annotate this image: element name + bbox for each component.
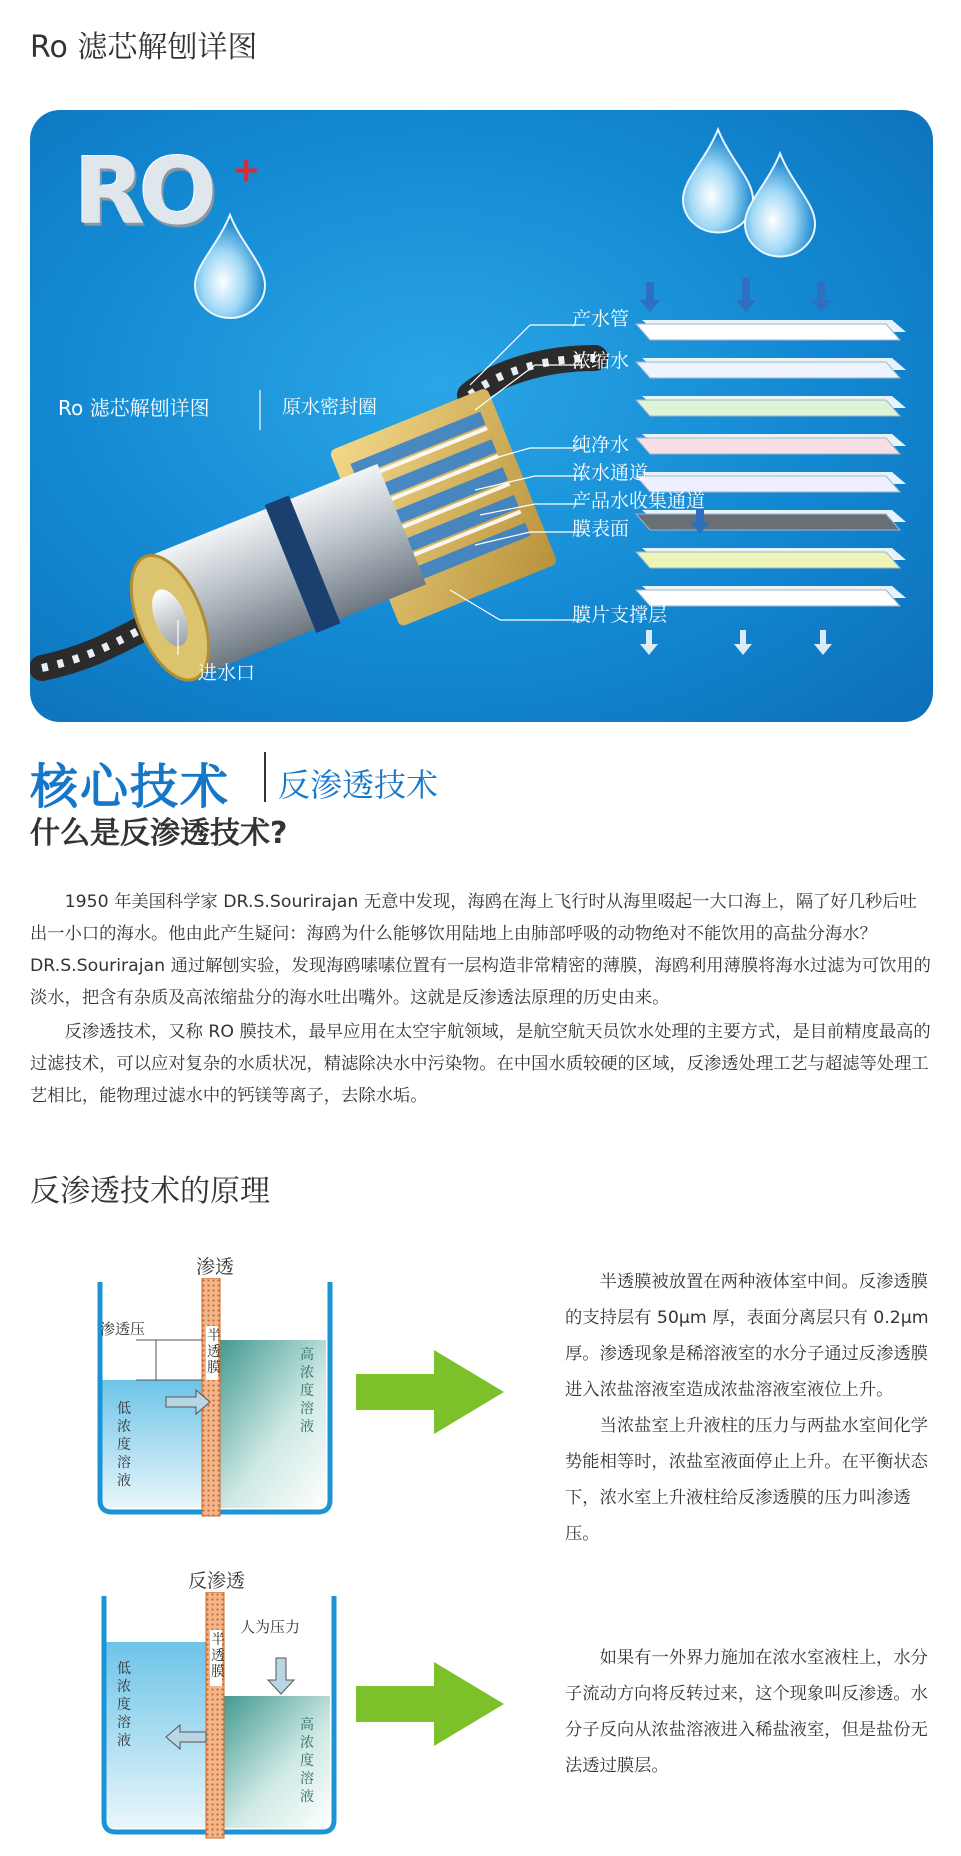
membrane-layer (636, 590, 900, 606)
low-concentration-label: 低 浓 度 溶 液 (117, 1401, 131, 1489)
membrane-label: 半 透 膜 (207, 1328, 221, 1376)
label-product-pipe: 产水管 (572, 308, 630, 330)
question-heading: 什么是反渗透技术? (30, 816, 288, 851)
label-inlet: 进水口 (198, 662, 256, 684)
membrane-layer (636, 552, 900, 568)
applied-pressure-label: 人为压力 (240, 1618, 301, 1636)
high-concentration-label: 高 浓 度 溶 液 (300, 1717, 314, 1805)
core-tech-title: 核心技术 (30, 759, 231, 815)
label-concentrate: 浓缩水 (572, 350, 630, 372)
osmosis-text-1: 半透膜被放置在两种液体室中间。反渗透膜的支持层有 50μm 厚，表面分离层只有 0.2μm 厚。渗透现象是稀溶液室的水分子通过反渗透膜进入浓盐溶液室造成浓盐溶液室液位上升。 (565, 1272, 929, 1400)
technology-paragraph: 反渗透技术，又称 RO 膜技术，最早应用在太空宇航领域，是航空航天员饮水处理的主要方式，是目前精度最高的过滤技术，可以应对复杂的水质状况，精滤除决水中污染物。在中国水质较硬的区域，反渗透处理工艺与超滤等处理工艺相比，能物理过滤水中的钙镁等离子，去除水垢。 (30, 1022, 931, 1106)
cutaway-caption: Ro 滤芯解刨详图 (58, 396, 210, 420)
ro-logo-plus: + (232, 150, 261, 190)
osmosis-text-2: 当浓盐室上升液柱的压力与两盐水室间化学势能相等时，浓盐室液面停止上升。在平衡状态下，浓水室上升液柱给反渗透膜的压力叫渗透压。 (565, 1416, 928, 1544)
label-product-collection: 产品水收集通道 (572, 490, 706, 512)
osmosis-explanation (565, 1264, 937, 1552)
core-tech-subtitle: 反渗透技术 (278, 766, 439, 804)
membrane-layer (636, 324, 900, 340)
history-paragraph: 1950 年美国科学家 DR.S.Sourirajan 无意中发现，海鸥在海上飞行时从海里啜起一大口海上，隔了好几秒后吐出一小口的海水。他由此产生疑问：海鸥为什么能够饮用陆地上由肺部呼吸的动物绝对不能饮用的高盐分海水？ DR.S.Sourirajan 通过解刨实验，发现海鸥嗉嗉位置有一层构造非常精密的薄膜，海鸥利用薄膜将海水过滤为可饮用的淡水，把含有杂质及高浓缩盐分的海水吐出嘴外。这就是反渗透法原理的历史由来。 (30, 892, 931, 1008)
low-concentration-label: 低 浓 度 溶 液 (117, 1661, 131, 1749)
osmosis-title: 渗透 (196, 1256, 235, 1278)
reverse-osmosis-text: 如果有一外界力施加在浓水室液柱上，水分子流动方向将反转过来，这个现象叫反渗透。水分子反向从浓盐溶液进入稀盐液室，但是盐份无法透过膜层。 (565, 1648, 928, 1776)
reverse-osmosis-title: 反渗透 (188, 1570, 246, 1592)
label-membrane-surface: 膜表面 (572, 518, 630, 540)
ro-logo: RO (74, 138, 212, 245)
reverse-osmosis-explanation (565, 1640, 937, 1784)
membrane-layer-stack (636, 320, 906, 606)
label-concentrate-channel: 浓水通道 (572, 462, 649, 484)
green-arrow-icon (356, 1350, 506, 1434)
label-seal-ring: 原水密封圈 (282, 396, 378, 418)
ro-cutaway-panel (30, 110, 933, 722)
membrane-layer (636, 438, 900, 454)
membrane-layer (636, 400, 900, 416)
title-divider (264, 752, 266, 802)
membrane-layer (636, 362, 900, 378)
label-pure-water: 纯净水 (572, 434, 630, 456)
page-title: Ro 滤芯解刨详图 (30, 30, 258, 65)
principle-heading: 反渗透技术的原理 (30, 1174, 270, 1209)
membrane-layer (636, 514, 900, 530)
label-support-layer: 膜片支撑层 (572, 604, 668, 626)
membrane-label: 半 透 膜 (211, 1632, 225, 1680)
osmotic-pressure-label: 渗透压 (100, 1320, 146, 1338)
green-arrow-icon (356, 1662, 506, 1746)
high-concentration-label: 高 浓 度 溶 液 (300, 1347, 314, 1435)
